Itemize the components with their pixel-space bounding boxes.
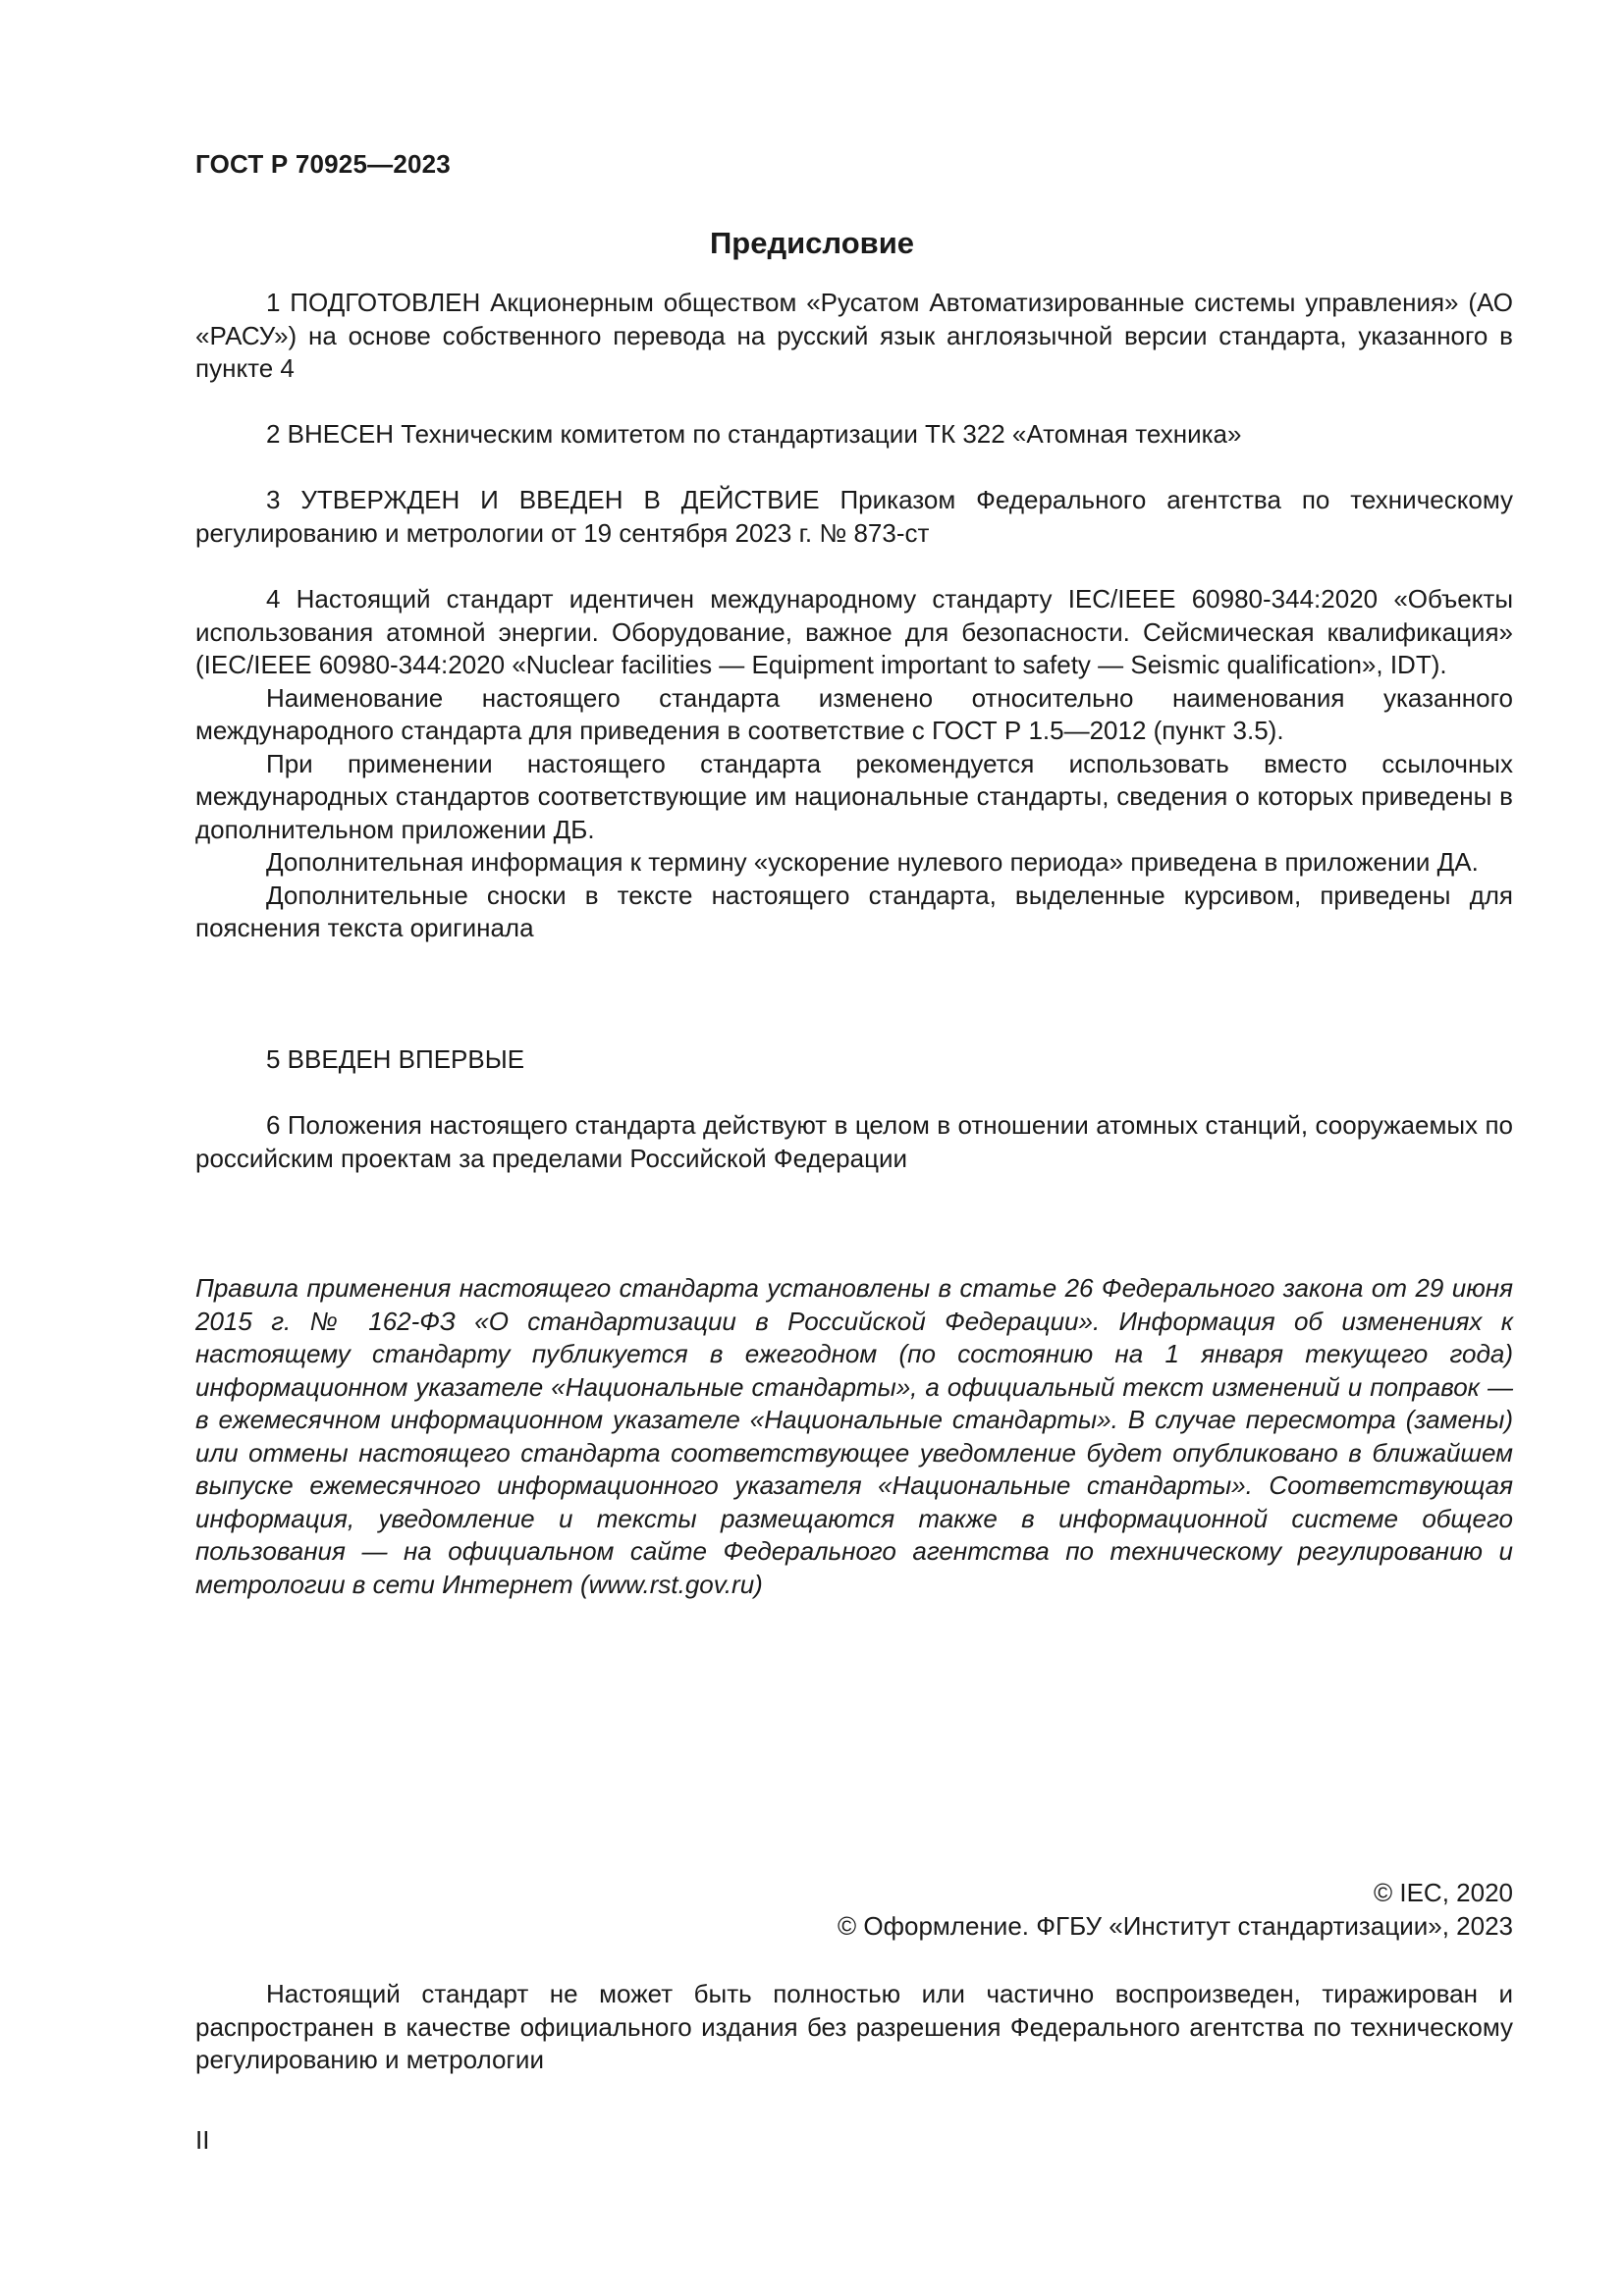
page-title: Предисловие (709, 226, 914, 260)
section-1 (195, 287, 1513, 386)
section-3 (195, 484, 1513, 550)
rules-note: Правила применения настоящего стандарта установлены в статье 26 Федерального закона от 29 июня 2015 г. № 162-ФЗ «О стандартизации в Российской Федерации». Информация об изменениях к настоящему стандарту публикуется в ежегодном (по состоянию на 1 января текущего года) информационном указателе «Национальные стандарты», а официальный текст изменений и поправок — в ежемесячном информационном указателе «Национальные стандарты». В случае пересмотра (замены) или отмены настоящего стандарта соответствующее уведомление будет опубликовано в ближайшем выпуске ежемесячного информационного указателя «Национальные стандарты». Соответствующая информация, уведомление и тексты размещаются также в информационной системе общего пользования — на официальном сайте Федерального агентства по техническому регулированию и метрологии в сети Интернет (www.rst.gov.ru) (195, 1273, 1513, 1599)
copyright-block (838, 1877, 1513, 1943)
section-4-paragraph: 4 Настоящий стандарт идентичен международному стандарту IEC/IEEE 60980-344:2020 «Объекты использования атомной энергии. Оборудование, важное для безопасности. Сейсмическая квалификация» (IEC/IEEE 60980-344:2020 «Nuclear facilities — Equipment important to safety — Seismic qualification», IDT). (195, 584, 1513, 679)
section-2-text: 2 ВНЕСЕН Техническим комитетом по стандартизации ТК 322 «Атомная техника» (266, 419, 1242, 449)
section-5-text: 5 ВВЕДЕН ВПЕРВЫЕ (266, 1044, 525, 1074)
section-4 (195, 583, 1513, 945)
copyright-iec: © IEC, 2020 (1373, 1878, 1513, 1907)
document-code: ГОСТ Р 70925—2023 (195, 149, 451, 179)
page-number: II (195, 2125, 210, 2155)
reproduction-notice: Настоящий стандарт не может быть полностью или частично воспроизведен, тиражирован и распространен в качестве официального издания без разрешения Федерального агентства по техническому регулированию и метрологии (195, 1979, 1513, 2074)
section-5 (195, 1043, 1513, 1077)
copyright-design: © Оформление. ФГБУ «Институт стандартизации», 2023 (838, 1910, 1513, 1941)
section-6-text: 6 Положения настоящего стандарта действуют в целом в отношении атомных станций, сооружаемых по российским проектам за пределами Российской Федерации (195, 1110, 1513, 1173)
section-3-text: 3 УТВЕРЖДЕН И ВВЕДЕН В ДЕЙСТВИЕ Приказом Федерального агентства по техническому регулированию и метрологии от 19 сентября 2023 г. № 873-ст (195, 485, 1513, 548)
section-6 (195, 1109, 1513, 1175)
section-2 (195, 418, 1513, 452)
section-4-paragraph: Дополнительная информация к термину «ускорение нулевого периода» приведена в приложении ДА. (266, 847, 1479, 877)
section-4-paragraph: Дополнительные сноски в тексте настоящего стандарта, выделенные курсивом, приведены для пояснения текста оригинала (195, 880, 1513, 942)
section-1-text: 1 ПОДГОТОВЛЕН Акционерным обществом «Русатом Автоматизированные системы управления» (АО «РАСУ») на основе собственного перевода на русский язык англоязычной версии стандарта, указанного в пункте 4 (195, 288, 1513, 383)
section-4-paragraph: При применении настоящего стандарта рекомендуется использовать вместо ссылочных международных стандартов соответствующие им национальные стандарты, сведения о которых приведены в дополнительном приложении ДБ. (195, 748, 1513, 844)
section-4-paragraph: Наименование настоящего стандарта изменено относительно наименования указанного международного стандарта для приведения в соответствие с ГОСТ Р 1.5—2012 (пункт 3.5). (195, 682, 1513, 745)
